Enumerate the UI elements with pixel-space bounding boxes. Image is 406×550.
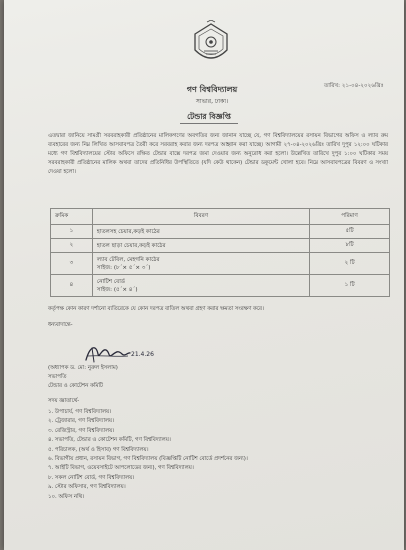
table-row	[51, 275, 390, 297]
row-quantity: ২ টি	[310, 253, 390, 275]
table-row	[51, 253, 390, 275]
handwritten-signature	[82, 340, 162, 366]
signature-date: 21.4.26	[131, 351, 154, 358]
university-name: গণ বিশ্ববিদ্যালয়	[186, 85, 238, 94]
cc-title: সদয় জ্ঞাতার্থে-	[48, 398, 80, 404]
row-serial: ১	[51, 225, 93, 239]
furniture-table	[50, 208, 390, 297]
table-row	[51, 239, 390, 253]
row-quantity: ১ টি	[310, 275, 390, 297]
list-item: ৭. আইটি বিভাগ, ওয়েবসাইটে আপলোডের জন্য), গণ বিশ্ববিদ্যালয়।	[48, 465, 194, 472]
row-description-size: সাইজ: (৮´× ৫´× ৩´)	[96, 264, 151, 271]
notice-title: টেন্ডার বিজ্ঞপ্তি	[187, 112, 231, 121]
signatory-committee: টেন্ডার ও কোটেশন কমিটি	[48, 383, 103, 389]
list-item: ১০. অফিস নথি।	[48, 493, 85, 500]
row-description	[92, 275, 309, 297]
row-description	[92, 225, 309, 239]
row-quantity: ৮টি	[310, 239, 390, 253]
list-item: ৩. রেজিস্ট্রার, গণ বিশ্ববিদ্যালয়।	[48, 427, 115, 434]
row-serial: ৩	[51, 253, 93, 275]
list-item: ৪. সভাপতি, টেন্ডার ও কোটেশন কমিটি, গণ বিশ্ববিদ্যালয়।	[48, 437, 171, 444]
list-item: ১. উপাচার্য, গণ বিশ্ববিদ্যালয়।	[48, 409, 112, 415]
list-item: ৮. সকল নোটিশ বোর্ড, গণ বিশ্ববিদ্যালয়।	[48, 474, 135, 481]
row-quantity: ৫টি	[310, 225, 390, 239]
list-item: ৫. পরিচালক, (অর্থ ও হিসাব) গণ বিশ্ববিদ্যালয়।	[48, 446, 149, 453]
signatory-role: সভাপতি	[48, 374, 67, 380]
header-description: বিবরণ	[92, 209, 309, 225]
list-item: ২. ট্রেজারার, গণ বিশ্ববিদ্যালয়।	[48, 418, 115, 425]
list-item: ৯. স্টোর অফিসার, গণ বিশ্ববিদ্যালয়।	[48, 484, 126, 491]
row-description	[92, 239, 309, 253]
cc-list	[48, 408, 248, 502]
row-serial: ২	[51, 239, 93, 253]
document-page	[4, 0, 404, 550]
row-serial: ৪	[51, 275, 93, 297]
table-header-row	[51, 209, 390, 225]
header-quantity: পরিমাণ	[310, 209, 390, 225]
row-description	[92, 253, 309, 275]
closing-statement: কর্তৃপক্ষ কোন কারণ দর্শানো ব্যতিরেকে যে কোন দরপত্র বাতিল অথবা গ্রহণ করার ক্ষমতা সংরক্ষণ করে।	[48, 306, 264, 312]
header-serial: ক্রমিক	[51, 209, 93, 225]
row-description-line: হাতল ছাড়া চেয়ার,কড়ই কাঠের	[96, 242, 166, 249]
sender-label: ধন্যবাদান্তে-	[48, 322, 73, 328]
signatory-block	[48, 364, 118, 391]
university-logo	[191, 20, 231, 68]
title-underline	[180, 123, 238, 124]
university-address: সাভার, ঢাকা।	[195, 98, 229, 105]
row-description-line: ল্যাব টেবিল, মেহগনি কাঠের	[96, 256, 160, 263]
list-item: ৬. বিভাগীয় প্রধান, রসায়ন বিভাগ, গণ বিশ্ববিদ্যালয় (বিজ্ঞপ্তিটি নোটিশ বোর্ডে প্রদর্শনের জন্য)।	[48, 456, 248, 463]
signatory-name: (অধ্যাপক ড. মো: নুরুল ইসলাম)	[48, 365, 118, 371]
row-description-size: সাইজ: (৫´× ৪´)	[96, 286, 138, 293]
intro-paragraph: এতদ্বারা জানিয়ে সামগ্রী সরবরাহকারী প্রতিষ্ঠানের মালিকগণের অবগতির জন্য জানান যাচ্ছে যে, গণ বিশ্ববিদ্যালয়ের রসায়ন বিভাগের অফিস ও ল্যাব রুম ব্যবহারের জন্য নিম্ন লিখিত আসবাবপত্র তৈরী করে সরবরাহ করার জন্য দরপত্র আহ্বান করা যাচ্ছে। আগামী ২৭-০৪-২০২৬খ্রিঃ তারিখ দুপুর ১২:০০ ঘটিকার মধ্যে গণ বিশ্ববিদ্যালয়ের স্টোর অফিসে রক্ষিত টেন্ডার বাক্সে দরপত্র জমা দেওয়ার জন্য অনুরোধ করা হলো। উল্লেখিত তারিখে দুপুর ১:০০ ঘটিকার সময় সরবরাহকারী প্রতিষ্ঠানের মালিক অথবা তাদের প্রতিনিধির উপস্থিতিতে (যদি কেউ থাকেন) টেন্ডার ডকুমেন্ট খোলা হবে। নিম্নে আসবাবপত্রের বিবরণ ও সংখ্যা দেওয়া হলো।	[48, 133, 388, 176]
table-row	[51, 225, 390, 239]
notice-date: তারিখ: ২১-০৪-২০২৬খ্রিঃ	[324, 83, 384, 89]
row-description-line: নোটিশ বোর্ড	[96, 278, 126, 285]
row-description-line: হাতলসহ চেয়ার,কড়ই কাঠের	[96, 228, 160, 235]
